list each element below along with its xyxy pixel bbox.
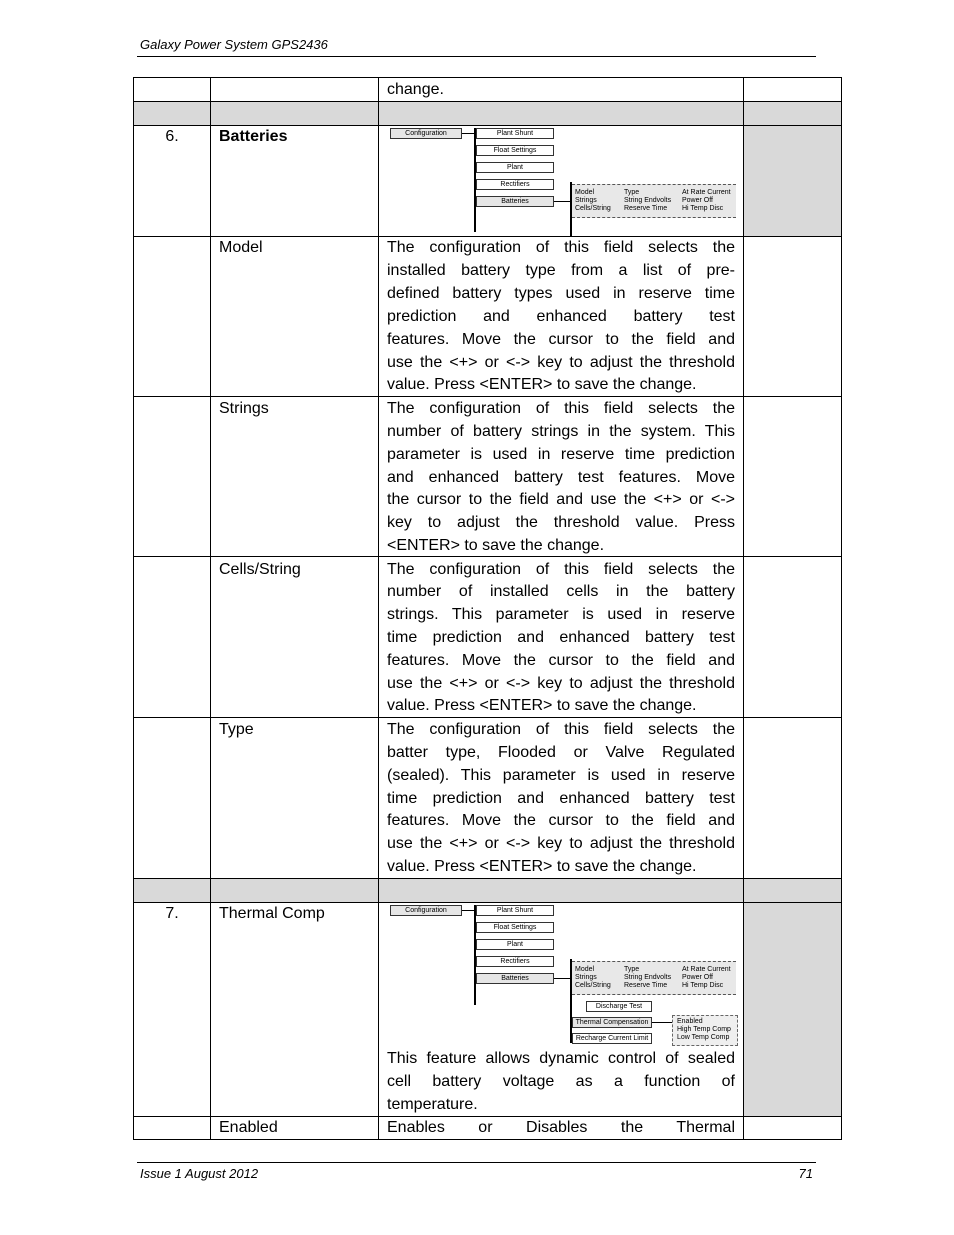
field-label: Cells/String — [575, 982, 611, 989]
cell — [743, 556, 842, 718]
cell — [133, 396, 211, 557]
cell — [743, 125, 842, 237]
diagram-root-box: Configuration — [390, 128, 462, 139]
text-line: The configuration of this field selects the — [387, 239, 735, 256]
cell — [133, 1116, 211, 1140]
diagram-menu-box: Rectifiers — [476, 179, 554, 190]
separator-cell — [133, 101, 211, 126]
cell — [133, 902, 211, 1117]
text-line: value. Press <ENTER> to save the change. — [387, 858, 697, 875]
diagram-menu-box: Plant — [476, 162, 554, 173]
cell — [133, 77, 211, 102]
field-label: String Endvolts — [624, 197, 672, 204]
diagram-spine — [474, 905, 476, 1005]
field-label: Low Temp Comp — [677, 1034, 730, 1041]
text-line: defined battery types used in reserve time — [387, 285, 735, 302]
connector — [652, 1022, 672, 1023]
separator-cell — [210, 878, 379, 903]
strings-label: Strings — [219, 400, 269, 417]
field-label: Model — [575, 966, 595, 973]
row-number: 7. — [165, 905, 179, 922]
cell — [210, 717, 379, 879]
header-rule — [137, 56, 816, 57]
cell — [743, 396, 842, 557]
field-label: Strings — [575, 197, 597, 204]
field-label: Hi Temp Disc — [682, 205, 724, 212]
text-line: the cursor to the field and use the <+> or <-> — [387, 491, 735, 508]
separator-cell — [378, 878, 744, 903]
separator-cell — [743, 101, 842, 126]
field-label: String Endvolts — [624, 974, 672, 981]
footer-page-number: 71 — [798, 1166, 813, 1181]
text-line: This feature allows dynamic control of sealed — [387, 1050, 735, 1067]
field-label: Power Off — [682, 197, 713, 204]
text-line: prediction and enhanced battery test — [387, 308, 735, 325]
type-label: Type — [219, 721, 254, 738]
text-line: parameter is used in reserve time prediction — [387, 446, 735, 463]
text-line: The configuration of this field selects the — [387, 400, 735, 417]
text-line: batter type, Flooded or Valve Regulated — [387, 744, 735, 761]
cell — [133, 717, 211, 879]
separator-cell — [378, 101, 744, 126]
cell — [743, 902, 842, 1117]
text-line: value. Press <ENTER> to save the change. — [387, 376, 697, 393]
cell — [743, 236, 842, 397]
separator-cell — [133, 878, 211, 903]
cell — [210, 396, 379, 557]
diagram-root-box: Configuration — [390, 905, 462, 916]
cell — [210, 902, 379, 1117]
enabled-label: Enabled — [219, 1119, 278, 1136]
field-label: Reserve Time — [624, 982, 668, 989]
text-line: features. Move the cursor to the field and — [387, 652, 735, 669]
field-label: Power Off — [682, 974, 713, 981]
battery-fields-group — [572, 961, 736, 995]
field-label: At Rate Current — [682, 189, 731, 196]
cell — [743, 1116, 842, 1140]
field-label: Reserve Time — [624, 205, 668, 212]
text-line: use the <+> or <-> key to adjust the threshold — [387, 675, 735, 692]
field-label: Cells/String — [575, 205, 611, 212]
text-line: time prediction and enhanced battery test — [387, 629, 735, 646]
field-label: Model — [575, 189, 595, 196]
diagram-menu-box-selected: Batteries — [476, 196, 554, 207]
diagram-sub-box: Recharge Current Limit — [572, 1033, 652, 1044]
diagram-menu-box: Float Settings — [476, 145, 554, 156]
text-line: number of installed cells in the battery — [387, 583, 735, 600]
text-line: use the <+> or <-> key to adjust the threshold — [387, 835, 735, 852]
separator-cell — [743, 878, 842, 903]
text-line: and enhanced battery test features. Move — [387, 469, 735, 486]
footer-rule — [137, 1162, 816, 1163]
diagram-sub-box: Discharge Test — [586, 1001, 652, 1012]
text-line: The configuration of this field selects the — [387, 561, 735, 578]
cell — [743, 717, 842, 879]
change-text: change. — [387, 81, 444, 98]
cell — [133, 556, 211, 718]
diagram-menu-box-selected: Batteries — [476, 973, 554, 984]
text-line: features. Move the cursor to the field and — [387, 331, 735, 348]
diagram-menu-box: Float Settings — [476, 922, 554, 933]
text-line: features. Move the cursor to the field and — [387, 812, 735, 829]
diagram-menu-box: Plant — [476, 939, 554, 950]
text-line: use the <+> or <-> key to adjust the threshold — [387, 354, 735, 371]
diagram-menu-box: Plant Shunt — [476, 905, 554, 916]
batteries-label: Batteries — [219, 128, 288, 145]
text-line: temperature. — [387, 1096, 478, 1113]
text-line: <ENTER> to save the change. — [387, 537, 605, 554]
footer-issue: Issue 1 August 2012 — [140, 1166, 259, 1181]
thermal-sub-group — [672, 1015, 738, 1046]
connector — [554, 978, 570, 979]
field-label: High Temp Comp — [677, 1026, 731, 1033]
text-line: strings. This parameter is used in reserve — [387, 606, 735, 623]
thermal-menu-diagram — [388, 903, 738, 1048]
field-label: At Rate Current — [682, 966, 731, 973]
cells-label: Cells/String — [219, 561, 301, 578]
diagram-menu-box: Plant Shunt — [476, 128, 554, 139]
cell — [210, 77, 379, 102]
battery-fields-group — [572, 184, 736, 218]
row-number: 6. — [165, 128, 179, 145]
field-label: Enabled — [677, 1018, 703, 1025]
field-label: Strings — [575, 974, 597, 981]
text-line: cell battery voltage as a function of — [387, 1073, 735, 1090]
cell — [133, 236, 211, 397]
separator-cell — [210, 101, 379, 126]
field-label: Type — [624, 966, 640, 973]
thermal-label: Thermal Comp — [219, 905, 325, 922]
cell — [210, 236, 379, 397]
model-label: Model — [219, 239, 263, 256]
field-label: Hi Temp Disc — [682, 982, 724, 989]
text-line: (sealed). This parameter is used in reserve — [387, 767, 735, 784]
text-line: number of battery strings in the system. This — [387, 423, 735, 440]
text-line: The configuration of this field selects the — [387, 721, 735, 738]
text-line: time prediction and enhanced battery test — [387, 790, 735, 807]
batteries-menu-diagram — [388, 126, 738, 236]
page-header-title: Galaxy Power System GPS2436 — [140, 37, 328, 52]
enabled-description: Enables or Disables the Thermal — [387, 1119, 735, 1136]
diagram-menu-box: Rectifiers — [476, 956, 554, 967]
text-line: value. Press <ENTER> to save the change. — [387, 697, 697, 714]
connector — [554, 201, 570, 202]
text-line: installed battery type from a list of pre- — [387, 262, 735, 279]
text-line: key to adjust the threshold value. Press — [387, 514, 735, 531]
field-label: Type — [624, 189, 640, 196]
diagram-sub-box-selected: Thermal Compensation — [572, 1017, 652, 1028]
cell — [743, 77, 842, 102]
